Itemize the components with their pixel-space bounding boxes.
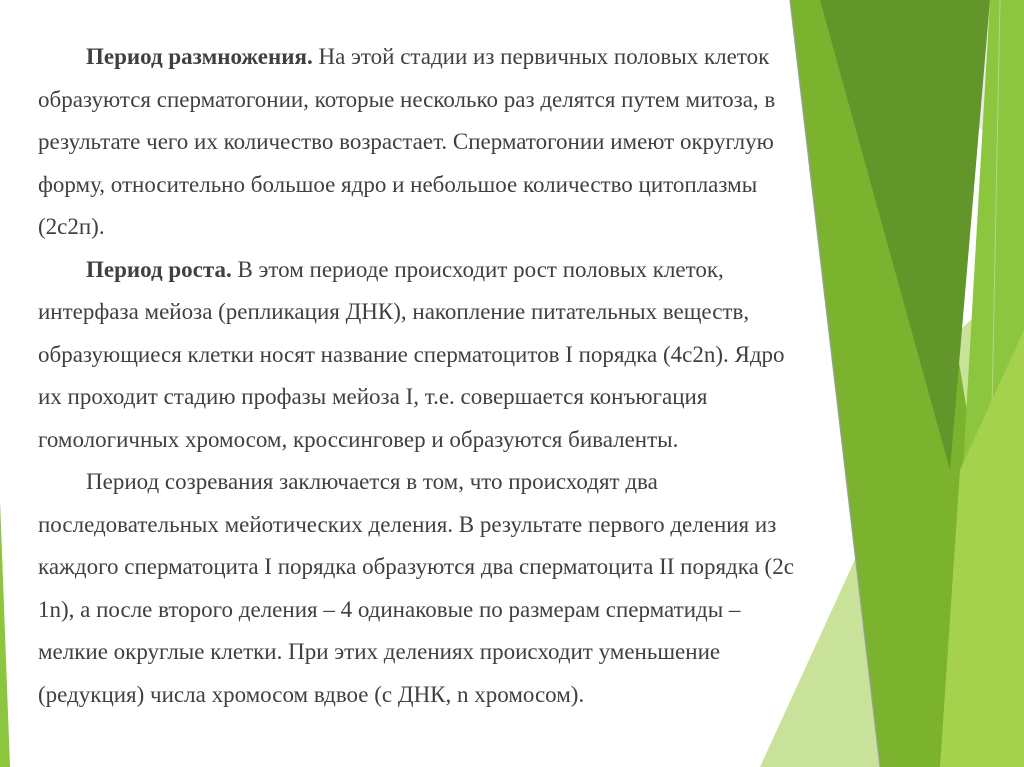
text-line: форму, относительно большое ядро и небольшое количество цитоплазмы	[38, 171, 758, 197]
text-line: образующиеся клетки носят название сперматоцитов I порядка (4c2n). Ядро	[38, 341, 785, 367]
text-span: Период созревания заключается в том, что происходят два	[86, 469, 658, 494]
text-line: последовательных мейотических деления. В результате первого деления из	[38, 511, 777, 537]
paragraph-maturation	[38, 461, 938, 716]
slide-body-text	[38, 36, 938, 716]
text-line: мелкие округлые клетки. При этих делениях происходит уменьшение	[38, 639, 721, 664]
text-line: интерфаза мейоза (репликация ДНК), накопление питательных веществ,	[38, 299, 750, 324]
text-line: образуются сперматогонии, которые несколько раз делятся путем митоза, в	[38, 86, 776, 112]
paragraph-lead: Период роста.	[86, 256, 232, 282]
text-line: (редукция) числа хромосом вдвое (с ДНК, n хромосом).	[38, 681, 585, 707]
text-line: гомологичных хромосом, кроссинговер и образуются биваленты.	[38, 426, 679, 452]
text-line: результате чего их количество возрастает. Сперматогонии имеют округлую	[38, 129, 774, 154]
text-line: (2с2п).	[38, 214, 105, 239]
paragraph-growth	[38, 249, 938, 462]
text-span: На этой стадии из первичных половых клеток	[312, 44, 770, 69]
paragraph-lead: Период размножения.	[86, 44, 313, 69]
text-span: В этом периоде происходит рост половых клеток,	[231, 256, 724, 282]
text-line: 1n), а после второго деления – 4 одинаковые по размерам сперматиды –	[38, 596, 741, 622]
text-line	[38, 36, 938, 79]
text-line	[38, 461, 938, 504]
text-line	[38, 249, 938, 292]
text-line: каждого сперматоцита I порядка образуются два сперматоцита II порядка (2c	[38, 554, 794, 579]
text-line: их проходит стадию профазы мейоза I, т.е. совершается конъюгация	[38, 384, 708, 409]
left-green-strip	[0, 500, 10, 767]
paragraph-reproduction	[38, 36, 938, 249]
